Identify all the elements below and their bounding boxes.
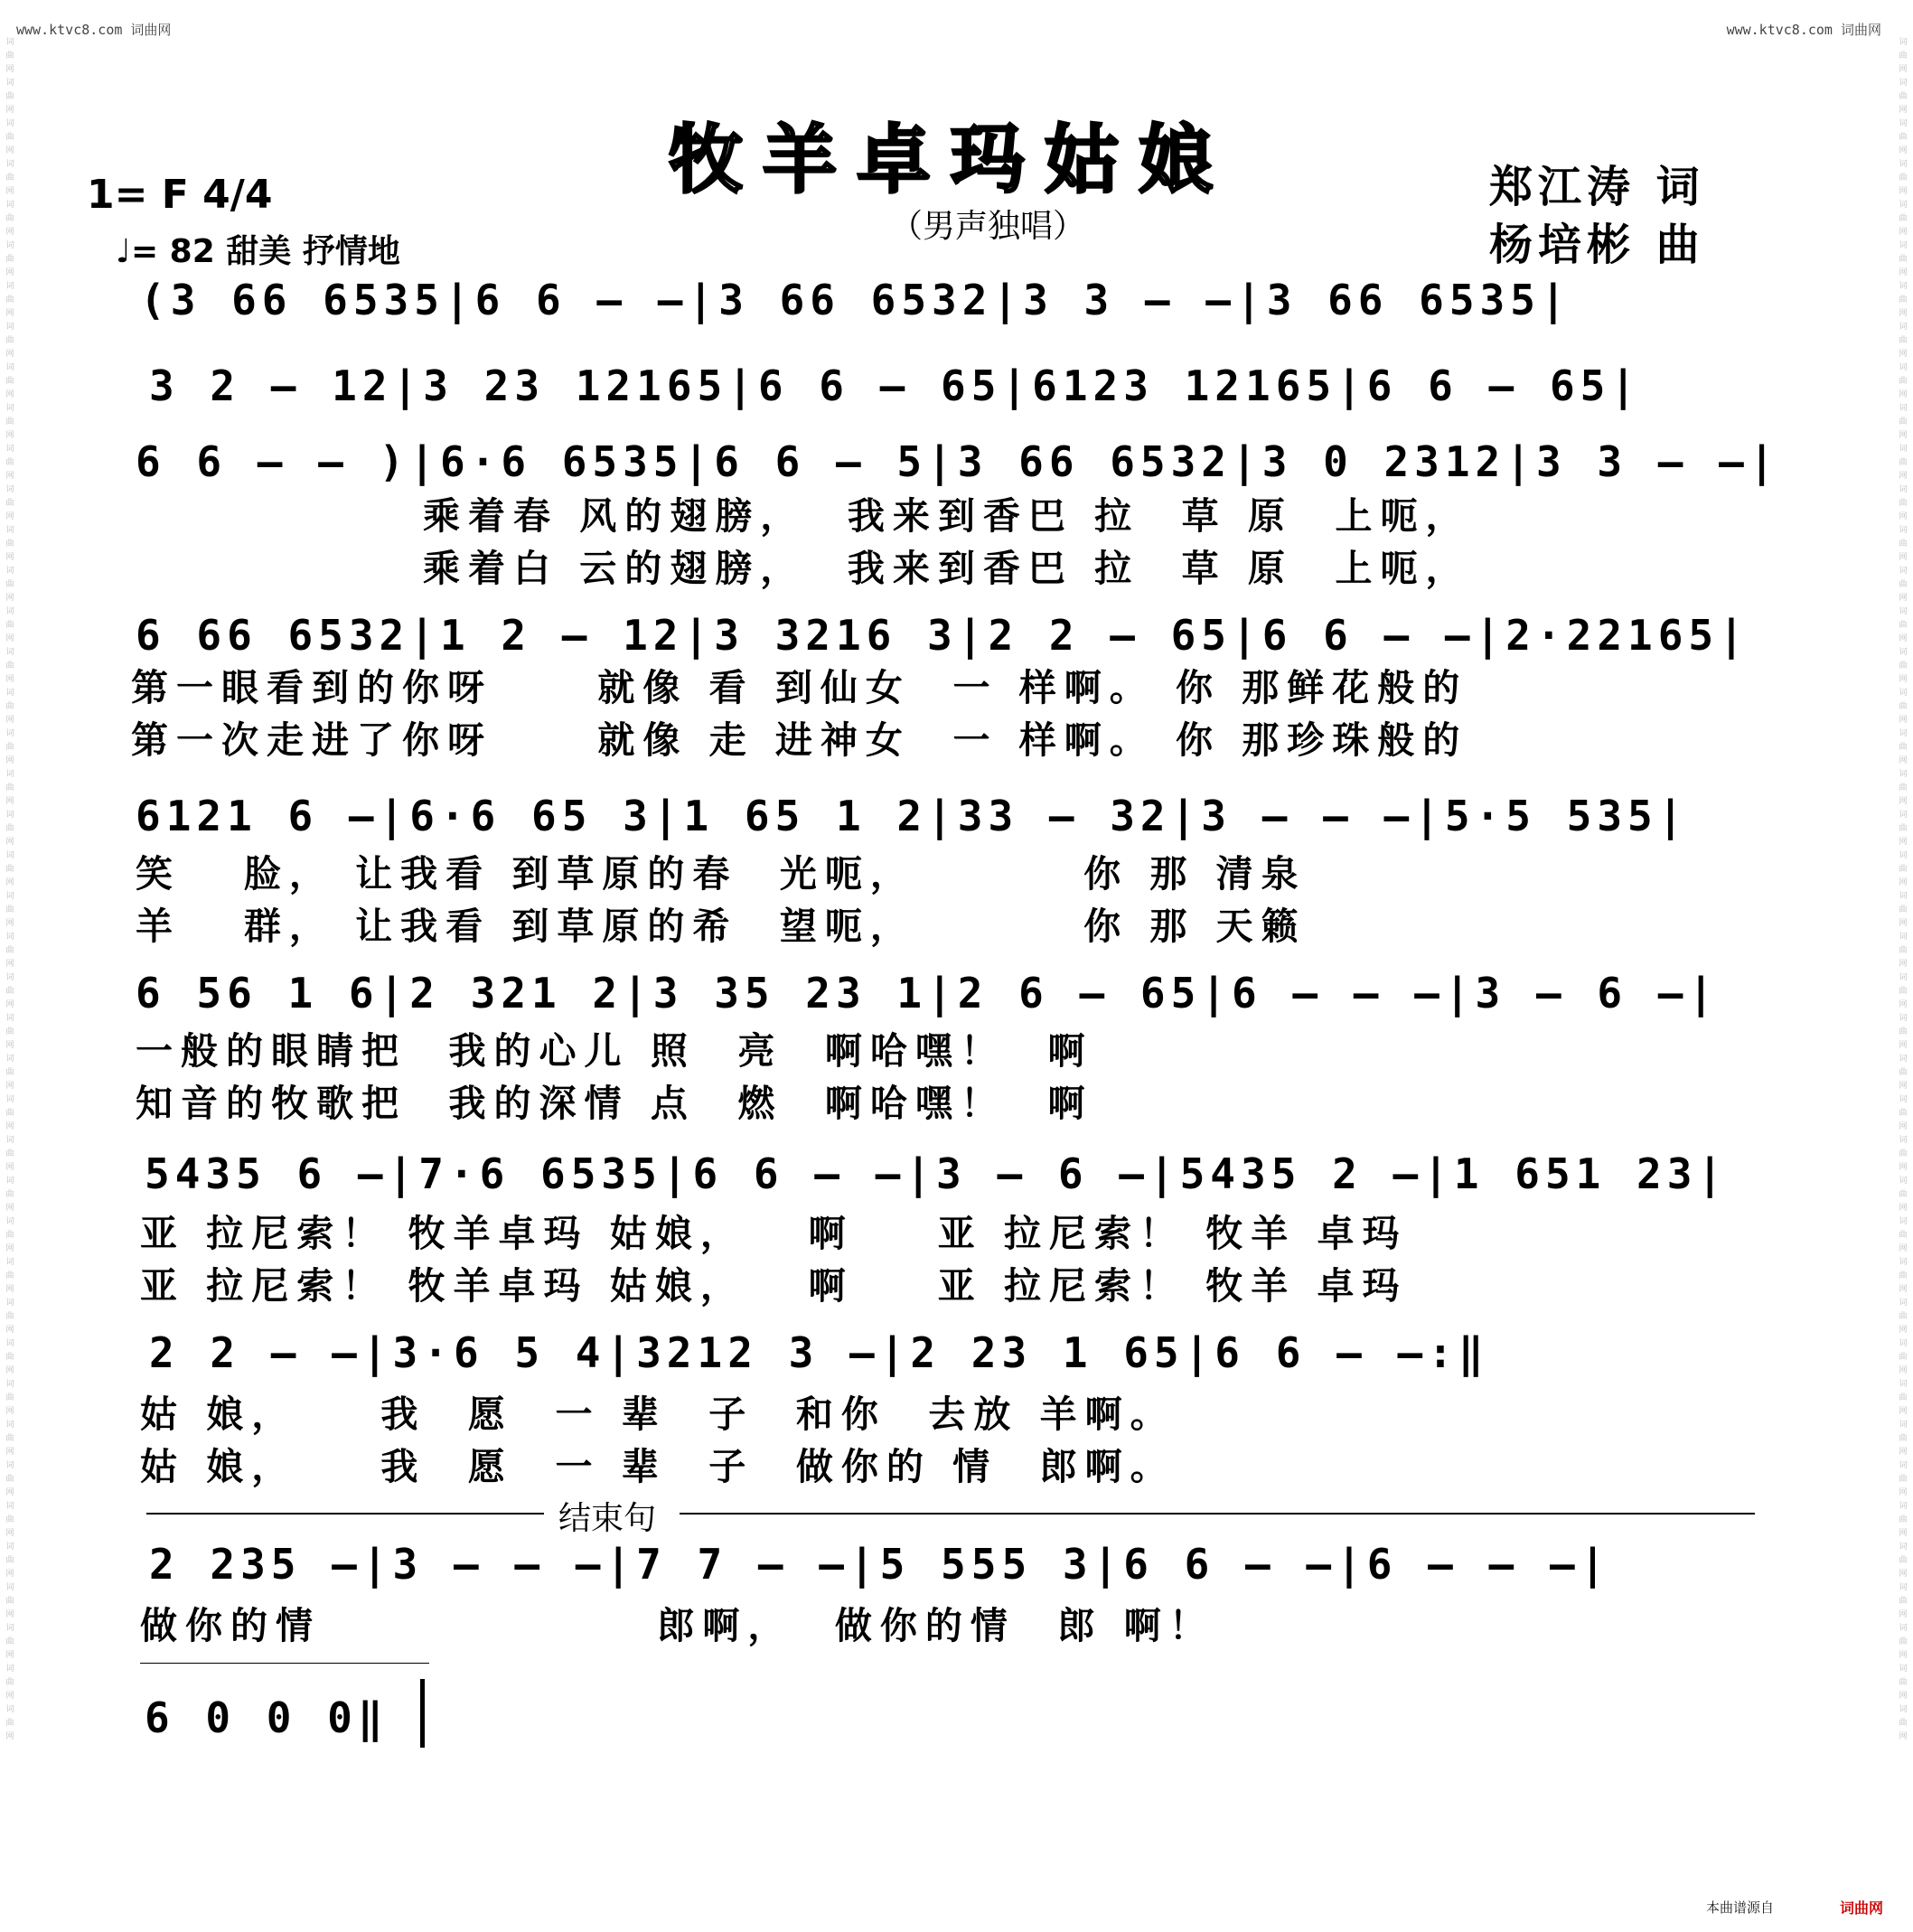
score-line-7: 5435 6 —|7·6 6535|6 6 — —|3 — 6 —|5435 2 —|1 651 23|: [145, 1149, 1729, 1198]
coda-label: 结束句: [558, 1500, 657, 1537]
tempo-marking: ♩= 82 甜美 抒情地: [116, 233, 400, 270]
side-watermark-left: 词曲网词曲网词曲网词曲网词曲网词曲网词曲网词曲网词曲网词曲网词曲网词曲网词曲网词曲网词曲网词曲网词曲网词曲网词曲网词曲网词曲网词曲网词曲网词曲网词曲网词曲网词曲网词曲网词曲网词曲网词曲网词曲网词曲网词曲网词曲网词曲网词曲网词曲网词曲网词曲网词曲网词曲网: [5, 38, 14, 1741]
lyrics-5-verse-1: 笑 脸， 让我看 到草原的春 光呃， 你 那 清泉: [136, 852, 1307, 896]
lyrics-7-verse-2: 亚 拉尼索！ 牧羊卓玛 姑娘， 啊 亚 拉尼索！ 牧羊 卓玛: [140, 1264, 1408, 1308]
score-line-6: 6 56 1 6|2 321 2|3 35 23 1|2 6 — 65|6 — — —|3 — 6 —|: [136, 969, 1720, 1018]
lyrics-6-verse-2: 知音的牧歌把 我的深情 点 燃 啊哈嘿！ 啊: [136, 1082, 1093, 1125]
score-line-1: (3 66 6535|6 6 — —|3 66 6532|3 3 — —|3 66 6535|: [140, 276, 1571, 324]
lyrics-8-verse-2: 姑 娘， 我 愿 一 辈 子 做你的 情 郎啊。: [140, 1445, 1176, 1488]
score-line-8: 2 2 — —|3·6 5 4|3212 3 —|2 23 1 65|6 6 — —:‖: [149, 1328, 1489, 1377]
coda-rule-left: [146, 1513, 544, 1515]
subtitle: （男声独唱）: [890, 208, 1086, 245]
lyrics-4-verse-1: 第一眼看到的你呀 就像 看 到仙女 一 样啊。 你 那鲜花般的: [131, 666, 1468, 709]
coda-rule-right: [680, 1513, 1755, 1515]
score-line-10: 6 0 0 0‖: [145, 1693, 389, 1742]
lyricist: 郑江涛 词: [1489, 162, 1705, 212]
lyrics-8-verse-1: 姑 娘， 我 愿 一 辈 子 和你 去放 羊啊。: [140, 1393, 1176, 1436]
footer-source: 本曲谱源自: [1706, 1899, 1775, 1916]
song-title: 牧羊卓玛姑娘: [669, 117, 1233, 203]
lyrics-6-verse-1: 一般的眼睛把 我的心儿 照 亮 啊哈嘿！ 啊: [136, 1029, 1093, 1073]
watermark-left: www.ktvc8.com 词曲网: [16, 22, 172, 38]
lyrics-3-verse-1: 乘着春 风的翅膀， 我来到香巴 拉 草 原 上呃，: [423, 494, 1471, 538]
side-watermark-right: 词曲网词曲网词曲网词曲网词曲网词曲网词曲网词曲网词曲网词曲网词曲网词曲网词曲网词曲网词曲网词曲网词曲网词曲网词曲网词曲网词曲网词曲网词曲网词曲网词曲网词曲网词曲网词曲网词曲网词曲网词曲网词曲网词曲网词曲网词曲网词曲网词曲网词曲网词曲网词曲网词曲网词曲网: [1899, 38, 1908, 1741]
final-barline: [420, 1679, 425, 1748]
key-signature: 1= F 4/4: [87, 172, 273, 218]
coda-separator: [140, 1663, 429, 1664]
score-line-4: 6 66 6532|1 2 — 12|3 3216 3|2 2 — 65|6 6 — —|2·22165|: [136, 611, 1749, 660]
footer-brand[interactable]: 词曲网: [1840, 1899, 1884, 1917]
score-line-9: 2 235 —|3 — — —|7 7 — —|5 555 3|6 6 — —|6 — — —|: [149, 1540, 1611, 1589]
lyrics-9: 做你的情 郎啊， 做你的情 郎 啊！: [140, 1604, 1214, 1647]
score-line-2: 3 2 — 12|3 23 12165|6 6 — 65|6123 12165|6 6 — 65|: [149, 361, 1642, 410]
lyrics-5-verse-2: 羊 群， 让我看 到草原的希 望呃， 你 那 天籁: [136, 905, 1307, 948]
score-line-5: 6121 6 —|6·6 65 3|1 65 1 2|33 — 32|3 — — —|5·5 535|: [136, 792, 1689, 840]
lyrics-3-verse-2: 乘着白 云的翅膀， 我来到香巴 拉 草 原 上呃，: [423, 547, 1471, 590]
composer: 杨培彬 曲: [1489, 220, 1705, 270]
watermark-right: www.ktvc8.com 词曲网: [1726, 22, 1881, 38]
lyrics-4-verse-2: 第一次走进了你呀 就像 走 进神女 一 样啊。 你 那珍珠般的: [131, 718, 1468, 762]
score-line-3: 6 6 — — )|6·6 6535|6 6 — 5|3 66 6532|3 0 2312|3 3 — —|: [136, 437, 1780, 486]
lyrics-7-verse-1: 亚 拉尼索！ 牧羊卓玛 姑娘， 啊 亚 拉尼索！ 牧羊 卓玛: [140, 1212, 1408, 1255]
